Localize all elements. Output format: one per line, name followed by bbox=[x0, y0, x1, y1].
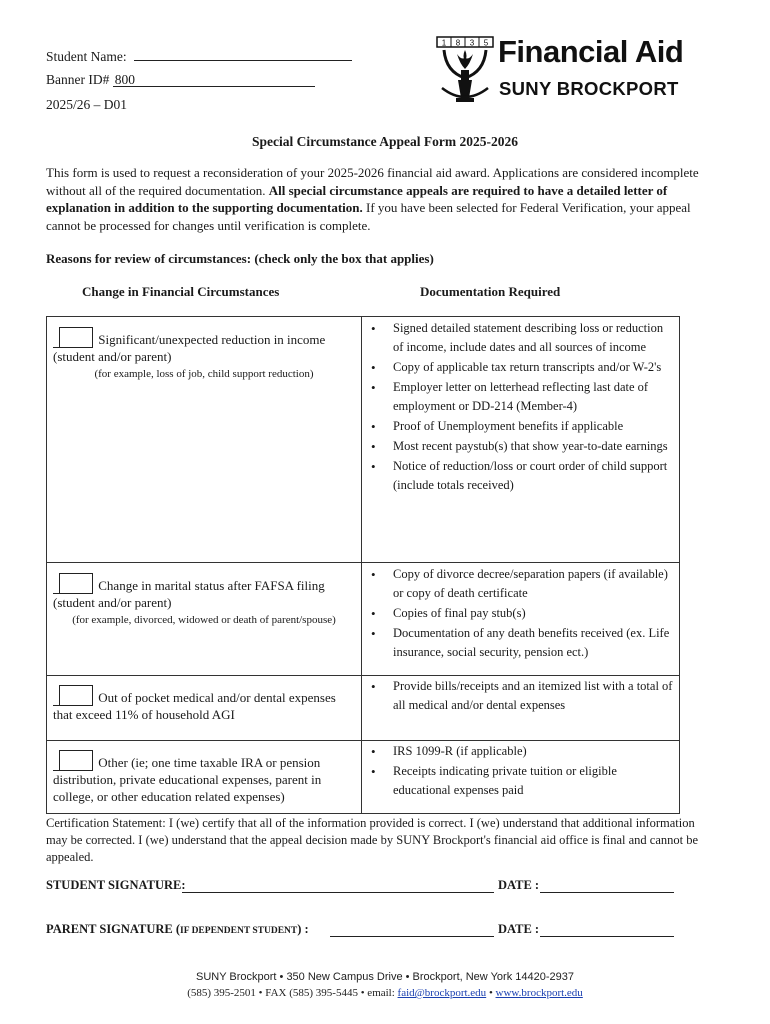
list-item: • Provide bills/receipts and an itemized list with a total of all medical and/or dental expenses bbox=[367, 677, 675, 715]
logo-year-digit: 5 bbox=[483, 38, 489, 48]
website-link[interactable]: www.brockport.edu bbox=[495, 987, 583, 999]
student-name-label: Student Name: bbox=[46, 49, 127, 64]
student-date-field[interactable] bbox=[540, 892, 674, 893]
row-label: Other (ie; one time taxable IRA or pension distribution, private educational expenses, parent in college, or other education related expenses) bbox=[53, 755, 322, 804]
table-row-income bbox=[53, 327, 355, 383]
intro-bold: All special circumstance appeals are required to have a detailed letter of explanation in addition to the supporting documentation. bbox=[46, 182, 668, 215]
row-example: (for example, loss of job, child support reduction) bbox=[94, 368, 314, 380]
row-example: (for example, divorced, widowed or death of parent/spouse) bbox=[72, 614, 336, 626]
column-header-documentation: Documentation Required bbox=[420, 284, 561, 299]
logo-year-digit: 8 bbox=[455, 38, 461, 48]
banner-id-prefix: 800 bbox=[114, 72, 135, 87]
torch-logo-icon bbox=[436, 36, 494, 104]
list-item: • Proof of Unemployment benefits if applicable bbox=[367, 417, 675, 436]
reasons-heading: Reasons for review of circumstances: (check only the box that applies) bbox=[46, 251, 434, 266]
student-date-label: DATE : bbox=[498, 878, 540, 892]
docs-income bbox=[367, 319, 675, 496]
docs-marital bbox=[367, 565, 675, 663]
intro-text-2: If you have been selected for Federal Verification, your appeal cannot be processed for changes until verification is complete. bbox=[46, 200, 691, 233]
parent-date-label: DATE : bbox=[498, 922, 540, 936]
logo-year-digit: 1 bbox=[441, 38, 447, 48]
footer-phone: (585) 395-2501 • FAX (585) 395-5445 • email: bbox=[187, 987, 398, 999]
list-item: • Copy of divorce decree/separation papers (if available) or copy of death certificate bbox=[367, 565, 675, 603]
logo-subtitle: SUNY BROCKPORT bbox=[499, 78, 679, 99]
docs-medical bbox=[367, 677, 675, 716]
list-item: • Most recent paystub(s) that show year-to-date earnings bbox=[367, 437, 675, 456]
row-label: Significant/unexpected reduction in income (student and/or parent) bbox=[53, 332, 326, 364]
intro-paragraph bbox=[46, 164, 716, 234]
parent-signature-label bbox=[46, 922, 309, 937]
checkbox-marital-status[interactable] bbox=[59, 573, 93, 594]
parent-label-small: IF DEPENDENT STUDENT bbox=[180, 926, 298, 936]
intro-text-1: This form is used to request a reconsideration of your 2025-2026 financial aid award. Applications are considered incomplete without all of the required documentation. bbox=[46, 165, 699, 198]
row-label: Out of pocket medical and/or dental expenses that exceed 11% of household AGI bbox=[53, 690, 336, 722]
form-code: 2025/26 – D01 bbox=[46, 97, 127, 112]
student-name-field[interactable] bbox=[134, 46, 352, 61]
email-link[interactable]: faid@brockport.edu bbox=[397, 987, 487, 999]
student-signature-label: STUDENT SIGNATURE: bbox=[46, 878, 186, 892]
list-item: • Copy of applicable tax return transcripts and/or W-2's bbox=[367, 358, 675, 377]
logo-year-digit: 3 bbox=[469, 38, 475, 48]
row-label: Change in marital status after FAFSA filing (student and/or parent) bbox=[53, 578, 325, 610]
list-item: • Receipts indicating private tuition or eligible educational expenses paid bbox=[367, 762, 675, 800]
list-item: • Employer letter on letterhead reflecting last date of employment or DD-214 (Member-4) bbox=[367, 378, 675, 416]
circumstances-table bbox=[46, 316, 680, 814]
footer-separator: • bbox=[486, 987, 496, 999]
student-name-row bbox=[46, 46, 352, 65]
banner-id-row bbox=[46, 72, 315, 88]
table-row-other bbox=[53, 750, 355, 805]
parent-label-end: ) : bbox=[297, 922, 309, 936]
list-item: • IRS 1099-R (if applicable) bbox=[367, 742, 675, 761]
checkbox-other[interactable] bbox=[59, 750, 93, 771]
list-item: • Copies of final pay stub(s) bbox=[367, 604, 675, 623]
student-signature-field[interactable] bbox=[182, 892, 494, 893]
column-header-circumstances: Change in Financial Circumstances bbox=[82, 284, 280, 299]
form-title: Special Circumstance Appeal Form 2025-2026 bbox=[252, 134, 518, 149]
parent-label-text: PARENT SIGNATURE ( bbox=[46, 922, 181, 936]
list-item: • Notice of reduction/loss or court order of child support (include totals received) bbox=[367, 457, 675, 495]
footer-contact bbox=[0, 987, 770, 999]
certification-statement: Certification Statement: I (we) certify that all of the information provided is correct. I (we) understand that additional information may be corrected. I (we) understand that the appeal decision made by SUNY Brockport's financial aid office is final and cannot be appealed. bbox=[46, 816, 699, 864]
checkbox-medical-expenses[interactable] bbox=[59, 685, 93, 706]
checkbox-income-reduction[interactable] bbox=[59, 327, 93, 348]
logo-title: Financial Aid bbox=[498, 34, 684, 69]
docs-other bbox=[367, 742, 675, 801]
footer-address: SUNY Brockport • 350 New Campus Drive • Brockport, New York 14420-2937 bbox=[195, 971, 574, 983]
banner-id-label: Banner ID# bbox=[46, 72, 110, 87]
table-row-medical bbox=[53, 685, 355, 723]
list-item: • Documentation of any death benefits received (ex. Life insurance, social security, pension ect.) bbox=[367, 624, 675, 662]
table-row-marital bbox=[53, 573, 355, 629]
list-item: • Signed detailed statement describing loss or reduction of income, include dates and all sources of income bbox=[367, 319, 675, 357]
parent-date-field[interactable] bbox=[540, 936, 674, 937]
banner-id-field[interactable] bbox=[113, 72, 315, 87]
parent-signature-field[interactable] bbox=[330, 936, 494, 937]
